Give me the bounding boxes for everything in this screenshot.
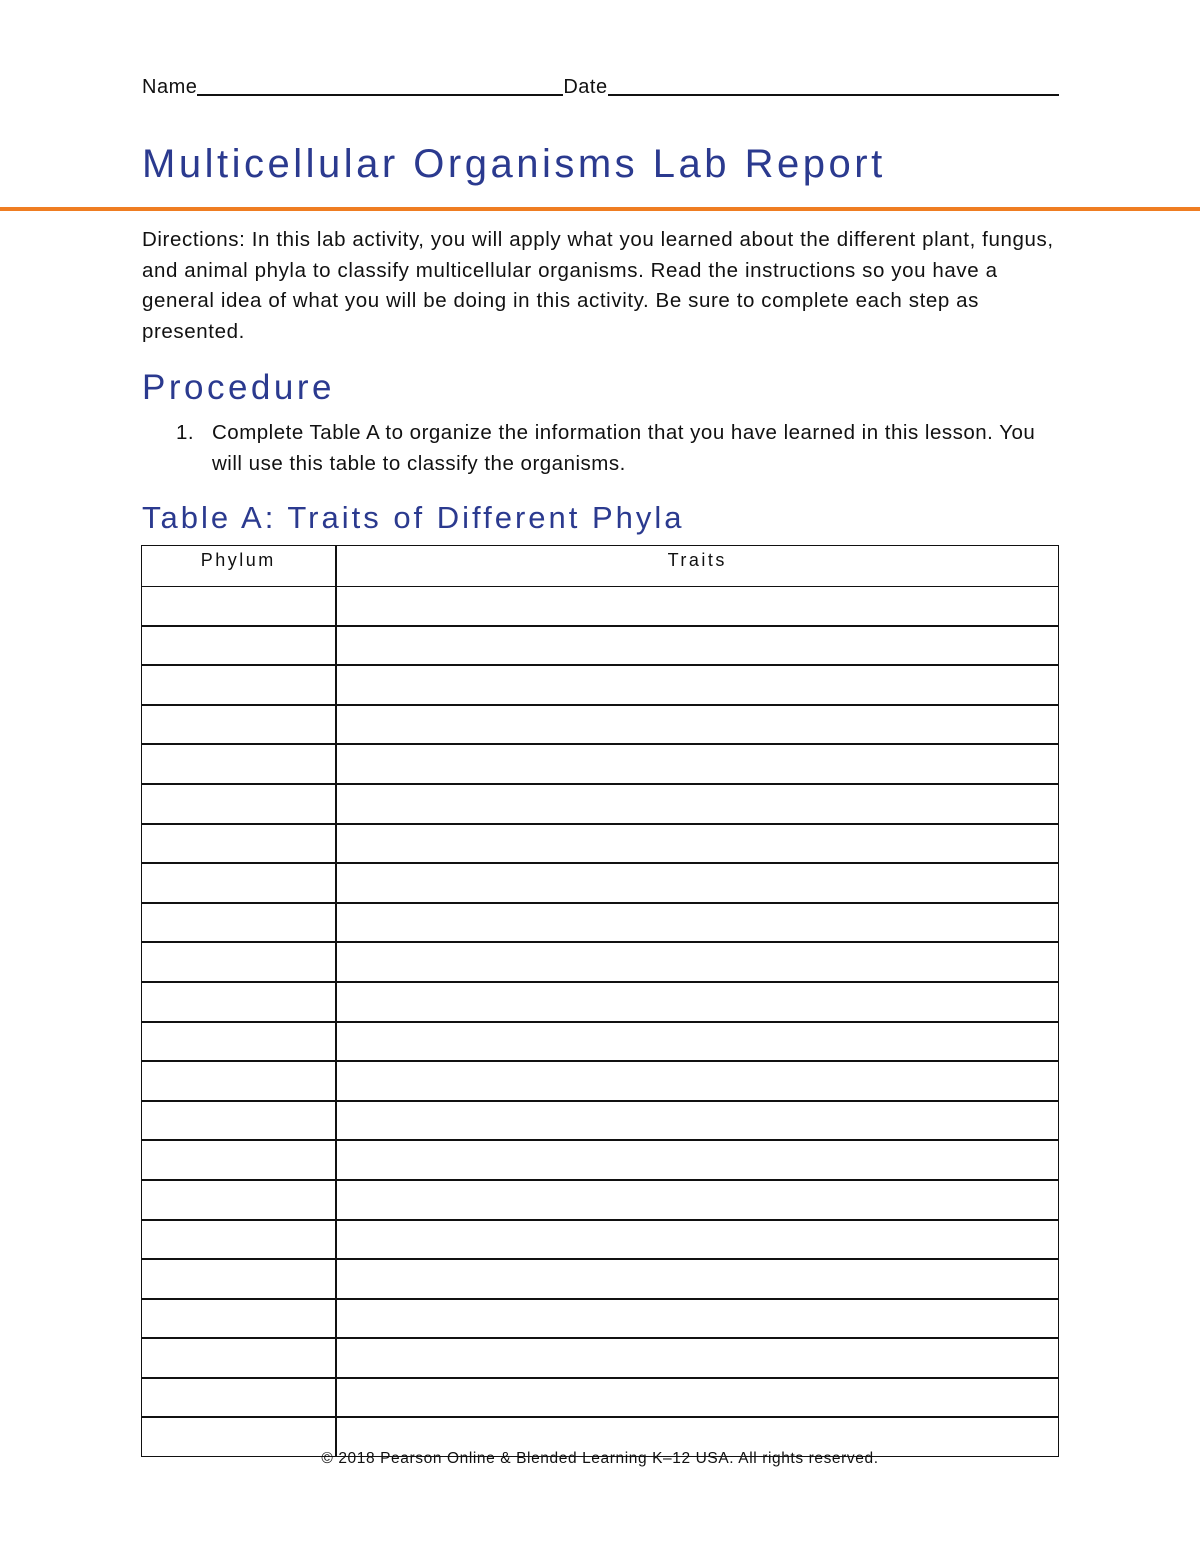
copyright-footer: © 2018 Pearson Online & Blended Learning K–12 USA. All rights reserved. xyxy=(321,1450,879,1467)
phylum-cell[interactable] xyxy=(142,1140,336,1180)
table-row xyxy=(142,1101,1059,1141)
name-field[interactable] xyxy=(197,72,563,96)
table-row xyxy=(142,1022,1059,1062)
date-label: Date xyxy=(563,76,608,98)
traits-table-body xyxy=(142,587,1059,1457)
directions-paragraph xyxy=(142,225,1072,347)
traits-table xyxy=(141,545,1059,1457)
traits-cell[interactable] xyxy=(336,1220,1059,1260)
table-row xyxy=(142,1220,1059,1260)
phylum-cell[interactable] xyxy=(142,942,336,982)
name-date-row xyxy=(142,72,1059,98)
phylum-cell[interactable] xyxy=(142,1022,336,1062)
traits-cell[interactable] xyxy=(336,626,1059,666)
title-divider xyxy=(0,207,1200,211)
table-row xyxy=(142,1299,1059,1339)
table-row xyxy=(142,1180,1059,1220)
traits-cell[interactable] xyxy=(336,982,1059,1022)
table-row xyxy=(142,863,1059,903)
traits-cell[interactable] xyxy=(336,784,1059,824)
table-row xyxy=(142,1061,1059,1101)
table-row xyxy=(142,1140,1059,1180)
procedure-step xyxy=(176,418,1056,479)
phylum-cell[interactable] xyxy=(142,1378,336,1418)
date-field[interactable] xyxy=(608,72,1059,96)
page-title: Multicellular Organisms Lab Report xyxy=(142,142,886,186)
table-row xyxy=(142,665,1059,705)
phylum-cell[interactable] xyxy=(142,1299,336,1339)
table-row xyxy=(142,587,1059,626)
traits-cell[interactable] xyxy=(336,942,1059,982)
traits-cell[interactable] xyxy=(336,1378,1059,1418)
phylum-cell[interactable] xyxy=(142,1180,336,1220)
phylum-cell[interactable] xyxy=(142,744,336,784)
table-row xyxy=(142,705,1059,745)
phylum-cell[interactable] xyxy=(142,626,336,666)
traits-cell[interactable] xyxy=(336,744,1059,784)
column-header-phylum: Phylum xyxy=(142,546,336,587)
procedure-heading: Procedure xyxy=(142,368,335,407)
step-text: Complete Table A to organize the information that you have learned in this lesson. You will use this table to classify the organisms. xyxy=(212,421,1036,475)
phylum-cell[interactable] xyxy=(142,784,336,824)
table-row xyxy=(142,982,1059,1022)
traits-cell[interactable] xyxy=(336,1338,1059,1378)
traits-cell[interactable] xyxy=(336,1101,1059,1141)
phylum-cell[interactable] xyxy=(142,1101,336,1141)
traits-cell[interactable] xyxy=(336,1140,1059,1180)
traits-cell[interactable] xyxy=(336,705,1059,745)
phylum-cell[interactable] xyxy=(142,705,336,745)
phylum-cell[interactable] xyxy=(142,982,336,1022)
table-row xyxy=(142,903,1059,943)
directions-label: Directions: xyxy=(142,228,246,251)
table-row xyxy=(142,1259,1059,1299)
phylum-cell[interactable] xyxy=(142,665,336,705)
traits-cell[interactable] xyxy=(336,903,1059,943)
table-header-row xyxy=(142,546,1059,587)
traits-cell[interactable] xyxy=(336,1299,1059,1339)
step-number: 1. xyxy=(176,421,195,444)
phylum-cell[interactable] xyxy=(142,903,336,943)
traits-cell[interactable] xyxy=(336,863,1059,903)
directions-text: In this lab activity, you will apply what you learned about the different plant, fungus, and animal phyla to classify multicellular organisms. Read the instructions so you have a general idea of what you will be doing in this activity. Be sure to complete each step as presented. xyxy=(142,228,1054,343)
table-row xyxy=(142,1378,1059,1418)
table-row xyxy=(142,824,1059,864)
procedure-steps xyxy=(176,418,1056,479)
traits-cell[interactable] xyxy=(336,587,1059,626)
traits-cell[interactable] xyxy=(336,1180,1059,1220)
phylum-cell[interactable] xyxy=(142,824,336,864)
phylum-cell[interactable] xyxy=(142,1259,336,1299)
phylum-cell[interactable] xyxy=(142,1338,336,1378)
traits-cell[interactable] xyxy=(336,1022,1059,1062)
phylum-cell[interactable] xyxy=(142,1220,336,1260)
traits-cell[interactable] xyxy=(336,1061,1059,1101)
name-label: Name xyxy=(142,76,198,98)
column-header-traits: Traits xyxy=(336,546,1059,587)
table-row xyxy=(142,942,1059,982)
traits-cell[interactable] xyxy=(336,665,1059,705)
phylum-cell[interactable] xyxy=(142,587,336,626)
traits-cell[interactable] xyxy=(336,1259,1059,1299)
table-row xyxy=(142,744,1059,784)
phylum-cell[interactable] xyxy=(142,863,336,903)
table-row xyxy=(142,1338,1059,1378)
table-a-title: Table A: Traits of Different Phyla xyxy=(142,500,685,535)
phylum-cell[interactable] xyxy=(142,1061,336,1101)
table-row xyxy=(142,784,1059,824)
traits-cell[interactable] xyxy=(336,824,1059,864)
table-row xyxy=(142,626,1059,666)
